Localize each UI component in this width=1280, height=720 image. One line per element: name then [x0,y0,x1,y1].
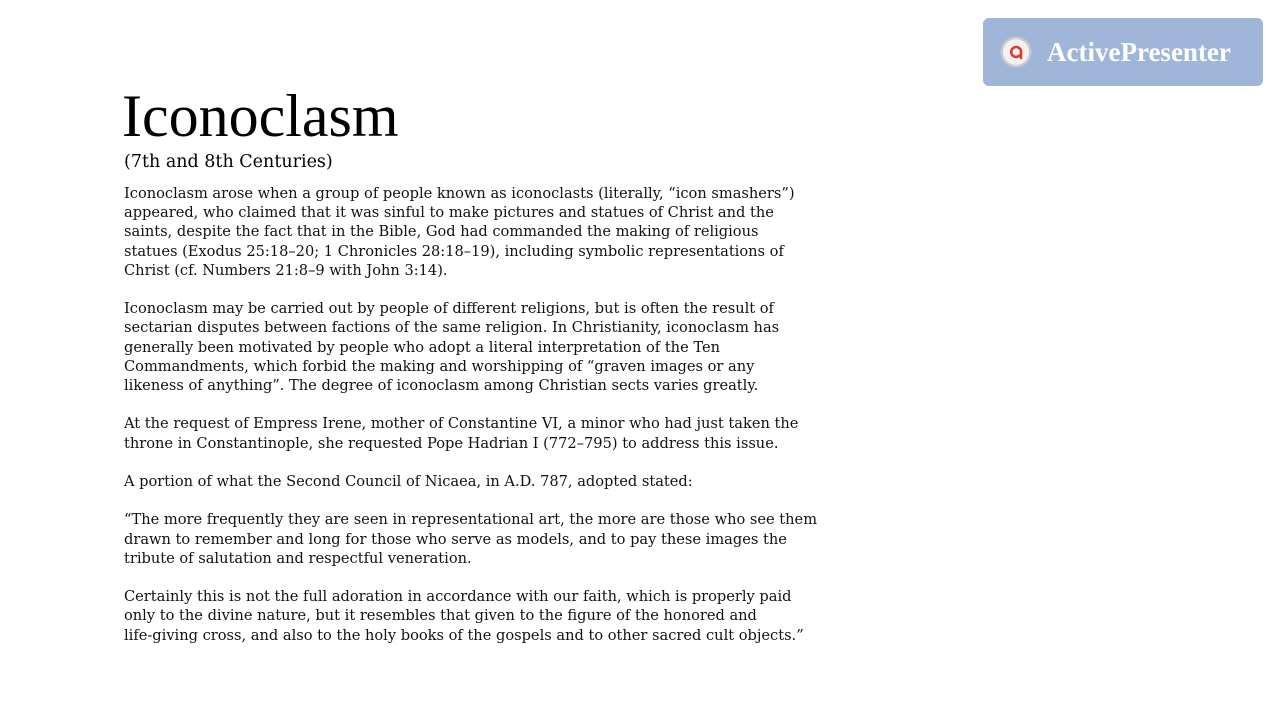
slide-title: Iconoclasm [122,83,399,149]
text-line: appeared, who claimed that it was sinful to make pictures and statues of Christ and the [124,204,774,222]
activepresenter-logo-icon [1000,36,1032,68]
text-line: generally been motivated by people who adopt a literal interpretation of the Ten [124,338,720,356]
text-line: Commandments, which forbid the making and worshipping of “graven images or any [124,357,755,375]
watermark-label: ActivePresenter [1047,37,1231,67]
slide-body [124,184,854,664]
text-line: saints, despite the fact that in the Bible, God had commanded the making of religious [124,223,759,241]
activepresenter-watermark-badge [983,18,1263,86]
paragraph-council-intro [124,472,854,491]
text-line: Iconoclasm arose when a group of people known as iconoclasts (literally, “icon smashers”) [124,185,795,202]
text-line: Iconoclasm may be carried out by people of different religions, but is often the result of [124,300,774,318]
text-line: A portion of what the Second Council of Nicaea, in A.D. 787, adopted stated: [124,473,693,490]
text-line: life-giving cross, and also to the holy books of the gospels and to other sacred cult objects.” [124,626,804,644]
text-line: “The more frequently they are seen in representational art, the more are those who see them [124,511,818,529]
text-line: sectarian disputes between factions of the same religion. In Christianity, iconoclasm has [124,319,780,337]
paragraph-quote-part-2 [124,587,854,645]
text-line: statues (Exodus 25:18–20; 1 Chronicles 28:18–19), including symbolic representations of [124,242,784,260]
text-line: drawn to remember and long for those who serve as models, and to pay these images the [124,530,787,548]
paragraph-empress-irene [124,414,854,452]
paragraph-quote-part-1 [124,510,854,568]
paragraph-religions [124,299,854,395]
text-line: Certainly this is not the full adoration in accordance with our faith, which is properly paid [124,588,792,606]
text-line: tribute of salutation and respectful veneration. [124,549,472,567]
text-line: throne in Constantinople, she requested Pope Hadrian I (772–795) to address this issue. [124,434,779,452]
text-line: only to the divine nature, but it resembles that given to the figure of the honored and [124,607,757,625]
text-line: likeness of anything”. The degree of iconoclasm among Christian sects varies greatly. [124,377,759,395]
text-line: At the request of Empress Irene, mother of Constantine VI, a minor who had just taken the [124,415,799,433]
text-line: Christ (cf. Numbers 21:8–9 with John 3:14). [124,261,448,279]
slide-subtitle: (7th and 8th Centuries) [124,152,333,172]
paragraph-intro [124,184,854,280]
